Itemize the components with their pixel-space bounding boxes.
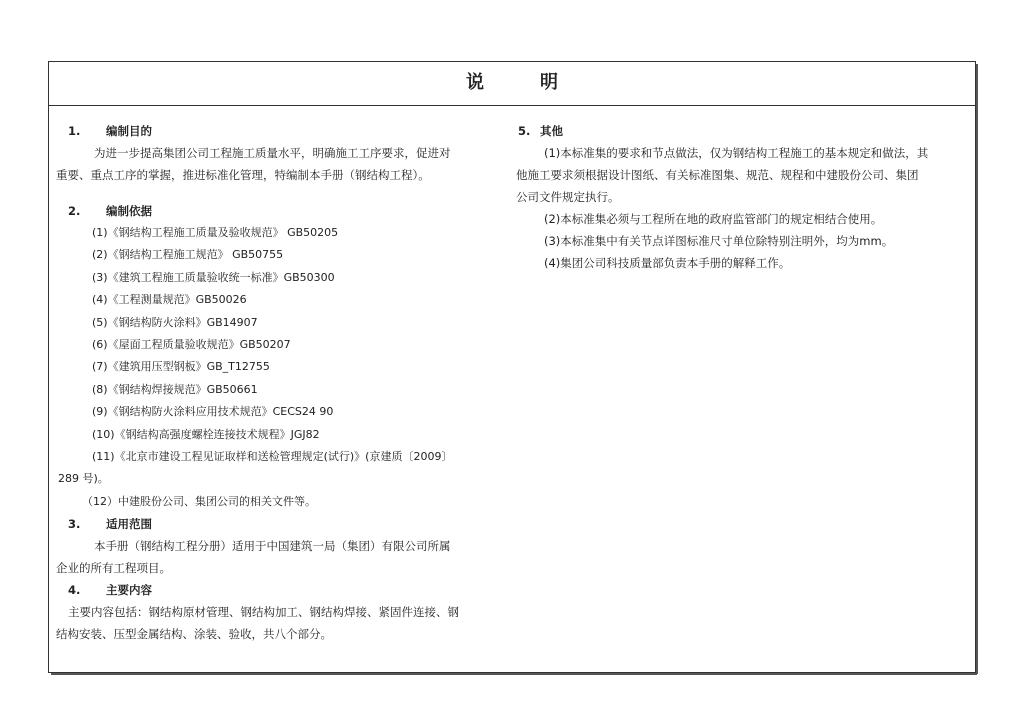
section-1-line-1: 为进一步提高集团公司工程施工质量水平，明确施工工序要求，促进对 (94, 146, 451, 160)
frame-shadow-right (976, 64, 978, 674)
reference-item: (3)《建筑工程施工质量验收统一标准》GB50300 (92, 270, 335, 284)
title-char-2: 明 (540, 72, 558, 93)
section-5-para-3: (3)本标准集中有关节点详图标准尺寸单位除特别注明外，均为mm。 (544, 234, 894, 248)
title-char-1: 说 (466, 72, 484, 93)
reference-item: (8)《钢结构焊接规范》GB50661 (92, 382, 258, 396)
reference-item: (4)《工程测量规范》GB50026 (92, 293, 247, 307)
reference-item: (1)《钢结构工程施工质量及验收规范》 GB50205 (92, 226, 339, 239)
reference-item: (2)《钢结构工程施工规范》 GB50755 (92, 248, 284, 262)
section-4-heading (56, 579, 506, 601)
section-number: 4. (68, 583, 81, 598)
section-3-line-2: 企业的所有工程项目。 (56, 561, 171, 576)
section-title: 主要内容 (106, 583, 152, 598)
reference-item: (11)《北京市建设工程见证取样和送检管理规定(试行)》(京建质〔2009〕 (92, 450, 453, 464)
section-1-line-2: 重要、重点工序的掌握，推进标准化管理，特编制本手册（钢结构工程）。 (56, 168, 430, 182)
page-title (0, 68, 1024, 94)
section-5-para-2: (2)本标准集必须与工程所在地的政府监管部门的规定相结合使用。 (544, 212, 883, 226)
section-5-para-1-line-3: 公司文件规定执行。 (516, 190, 620, 204)
title-divider (48, 105, 976, 106)
section-4-line-1: 主要内容包括：钢结构原材管理、钢结构加工、钢结构焊接、紧固件连接、钢 (68, 605, 459, 620)
section-title: 编制依据 (106, 204, 152, 218)
section-5-heading (516, 120, 972, 142)
reference-item: (6)《屋面工程质量验收规范》GB50207 (92, 338, 291, 352)
frame-shadow-bottom (51, 673, 977, 675)
section-1-heading (56, 120, 506, 142)
section-5-para-1-line-2: 他施工要求须根据设计图纸、有关标准图集、规范、规程和中建股份公司、集团 (516, 168, 919, 182)
section-2-heading (56, 200, 506, 222)
section-number: 3. (68, 517, 81, 532)
right-column (516, 120, 972, 274)
section-number: 2. (68, 204, 81, 218)
section-number: 1. (68, 124, 81, 138)
section-4-line-2: 结构安装、压型金属结构、涂装、验收，共八个部分。 (56, 627, 332, 642)
section-number: 5. (518, 124, 531, 138)
reference-item: (9)《钢结构防火涂料应用技术规范》CECS24 90 (92, 405, 334, 419)
section-title: 其他 (540, 124, 563, 138)
section-3-line-1: 本手册（钢结构工程分册）适用于中国建筑一局（集团）有限公司所属 (94, 539, 451, 554)
section-5-para-4: (4)集团公司科技质量部负责本手册的解释工作。 (544, 256, 791, 270)
section-5-para-1-line-1: (1)本标准集的要求和节点做法，仅为钢结构工程施工的基本规定和做法，其 (544, 146, 929, 160)
reference-item-continuation: 289 号)。 (58, 472, 109, 486)
section-title: 适用范围 (106, 517, 152, 532)
reference-item: （12）中建股份公司、集团公司的相关文件等。 (82, 494, 316, 508)
reference-item: (10)《钢结构高强度螺栓连接技术规程》JGJ82 (92, 427, 320, 441)
section-title: 编制目的 (106, 124, 152, 138)
reference-item: (7)《建筑用压型钢板》GB_T12755 (92, 360, 270, 374)
section-3-heading (56, 513, 506, 535)
left-column (56, 120, 506, 645)
reference-item: (5)《钢结构防火涂料》GB14907 (92, 315, 258, 329)
